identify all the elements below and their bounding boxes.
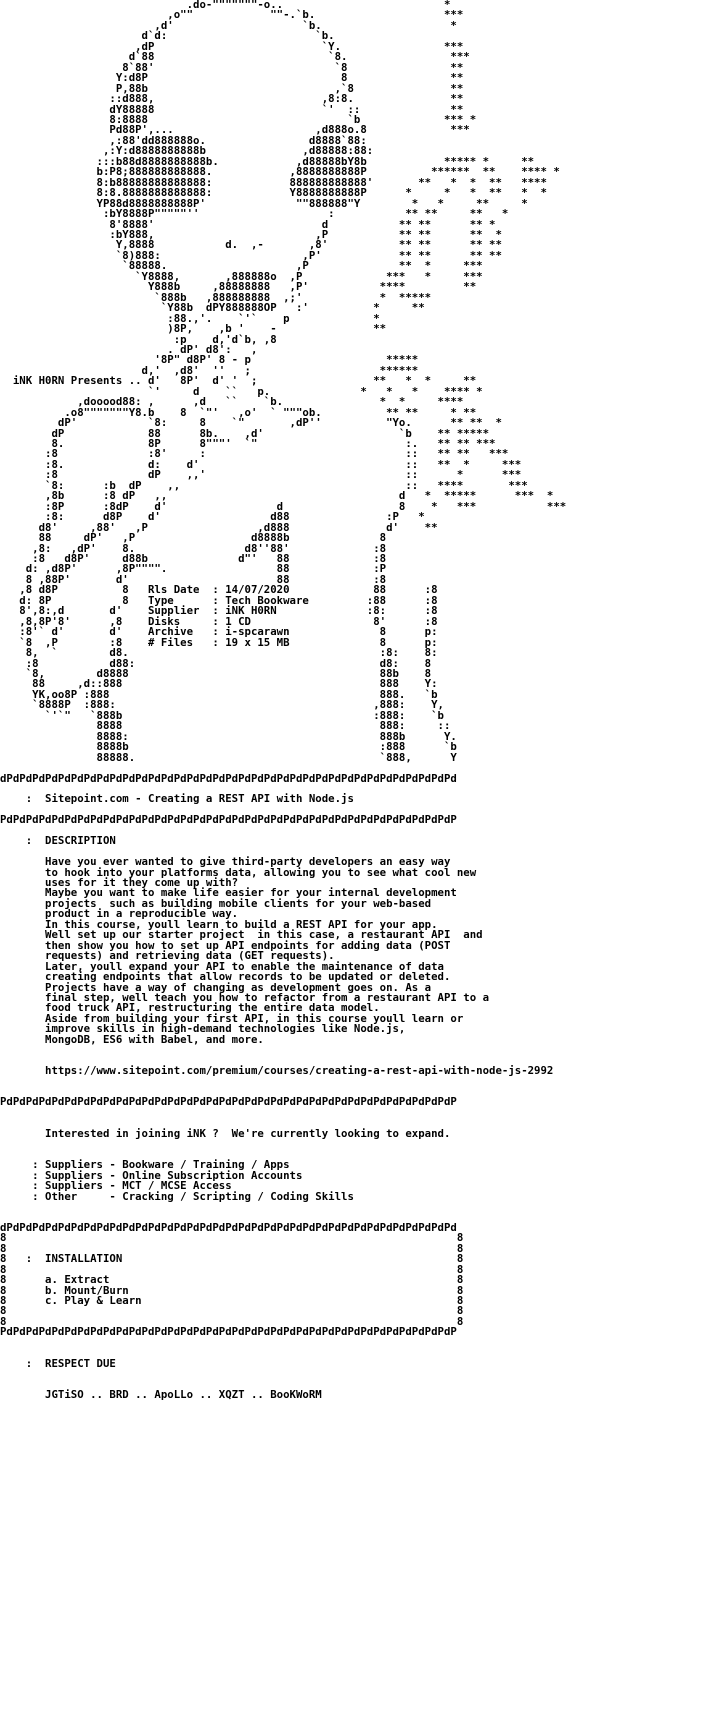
separator-d: dPdPdPdPdPdPdPdPdPdPdPdPdPdPdPdPdPdPdPdPdPdPdPdPdPdPdPdPdPdPdPdPdPdPdPd — [0, 771, 457, 785]
respect-header: : RESPECT DUE — [0, 1356, 116, 1370]
description-line: creating endpoints that allow records to be updated or deleted. — [0, 970, 451, 984]
recruit-intro: Interested in joining iNK ? We're currently looking to expand. — [0, 1126, 451, 1140]
description-line: improve skills in high-demand technologies like Node.js, — [0, 1022, 406, 1036]
description-line: food truck API, restructuring the entire data model. — [0, 1001, 380, 1015]
box-side: 8 8 — [0, 1314, 464, 1328]
separator-p: PdPdPdPdPdPdPdPdPdPdPdPdPdPdPdPdPdPdPdPdPdPdPdPdPdPdPdPdPdPdPdPdPdPdPdP — [0, 1095, 457, 1109]
box-side: 8 8 — [0, 1262, 464, 1276]
release-title: : Sitepoint.com - Creating a REST API with Node.js — [0, 792, 354, 806]
description-line: then show you how to set up API endpoints for adding data (POST — [0, 938, 451, 952]
description-line: Well set up our starter project in this case, a restaurant API and — [0, 928, 483, 942]
description-line: to hook into your platforms data, allowing you to see what cool new — [0, 865, 477, 879]
description-line: projects such as building mobile clients for your web-based — [0, 896, 432, 910]
description-line: Projects have a way of changing as development goes on. As a — [0, 980, 432, 994]
installation-step: 8 b. Mount/Burn 8 — [0, 1283, 464, 1297]
description-line: Aside from building your first API, in this course youll learn or — [0, 1011, 464, 1025]
course-url: https://www.sitepoint.com/premium/courses/creating-a-rest-api-with-node-js-2992 — [0, 1064, 554, 1078]
description-line: MongoDB, ES6 with Babel, and more. — [0, 1032, 264, 1046]
description-line: final step, well teach you how to refactor from a restaurant API to a — [0, 990, 490, 1004]
recruit-item: : Other - Cracking / Scripting / Coding Skills — [0, 1189, 354, 1203]
installation-step: 8 c. Play & Learn 8 — [0, 1294, 464, 1308]
box-side: 8 8 — [0, 1241, 464, 1255]
description-line: product in a reproducible way. — [0, 907, 239, 921]
separator-d: dPdPdPdPdPdPdPdPdPdPdPdPdPdPdPdPdPdPdPdPdPdPdPdPdPdPdPdPdPdPdPdPdPdPdPd — [0, 1220, 457, 1234]
separator-p: PdPdPdPdPdPdPdPdPdPdPdPdPdPdPdPdPdPdPdPdPdPdPdPdPdPdPdPdPdPdPdPdPdPdPdP — [0, 1325, 457, 1339]
ascii-art-banner: .do-"""""""-o.. * ,o"" ""-.`b. *** ,d' `b. * d`d: `b. ,dP `Y. *** d`88 `8. *** 8`88' `8 ** Y:d8P 8 ** P,88b ,`8 ** ::d888, ,8:8. ** dY88888 `' :: ** 8:8888 `b *** * Pd88P',... ,d888o.8 *** ,:88'dd888888o. d8888`88: ,:Y:d8888888888b ,d88888:88: :::b88d8888888888b. ,d88888bY8b ***** * ** b:P8;888888888888. ,8888888888P ****** ** **** * 8:b88888888888888: 888888888888' ** * * ** **** 8:8.8888888888888: Y8888888888P * * * ** * * YP88d8888888888P' ""888888"Y * * ** * :bY8888P"""""'' : ** ** ** * 8'8888' d ** ** ** * :bY888, ,P ** ** ** * Y,8888 d. ,- ,8' ** ** ** ** `8)888: ,P' ** ** ** ** `88888. ,P ** * *** `Y8888, ,888888o ,P *** * *** Y888b ,88888888 ,P' **** ** `888b ,888888888 ,;' * ***** `Y88b dPY888888OP :' * ** :88.,'. `'` p * )8P, ,b ' - ** :p d,'d`b, ,8 . dP' d8': , '8P" d8P' 8 - p ***** d,' ,d8' '' ; ****** iNK H0RN Presents .. d' 8P' d' ' ; ** * * ** `' d `` p. * * * **** * ,dooood88: , ,d `` `b. * * **** .o8"""""""Y8.b 8 `"' ,o' ` """ob. ** ** * ** dP' `8: 8 `" ,dP'' "Yo. ** ** * dP 88 8b. ,d' `b ** ***** 8. 8P 8"""' `" :. ** ** *** :8 :8' : :: ** ** *** :8. d: d' :: ** * *** :8 dP ,,' :: * *** `8: :b dP ,, :: **** *** ,8b :8 dP ,, d * ***** *** * :8P :8dP d' d 8 * *** *** :8: d8P d' d88 :P * d8' ,88' ,P ,d888 d' ** 88 dP' ,P d8888b 8 ,8: ,dP' 8. d8''88' :8 :8 d8P' d88b d"' 88 :8 d: ,d8P' ,8P"""". 88 :P 8 ,88P' d' 88 :8 ,8 d8P 8 Rls Date : 14/07/2020 88 :8 d: 8P 8 Type : Tech Bookware :88 :8 8',8:,d d' Supplier : iNK H0RN :8: :8 ,8,8P'8' ,8 Disks : 1 CD 8' :8 :8'` d' d' Archive : i-spcarawn 8 p: `8 ,P :8 # Files : 19 x 15 MB 8 p: 8, ` d8. :8: 8: :8 d88: d8: 8 `8, d8888 88b 8 88 ,d::888 888 Y: YK,oo8P :888 888. `b `8888P :888: ,888: Y, `'`" `888b :888: `b 8888 888: :: 8888: 888b Y. 8888b :888 `b 88888. `888, Y — [12, 0, 567, 764]
description-line: Have you ever wanted to give third-party developers an easy way — [0, 855, 451, 869]
description-line: Maybe you want to make life easier for your internal development — [0, 886, 457, 900]
recruit-item: : Suppliers - MCT / MCSE Access — [0, 1179, 232, 1193]
description-line: requests) and retrieving data (GET requests). — [0, 949, 335, 963]
box-side: 8 8 — [0, 1231, 464, 1245]
respect-names: JGTiSO .. BRD .. ApoLLo .. XQZT .. BooKWoRM — [0, 1388, 322, 1402]
description-line: Later, youll expand your API to enable the maintenance of data — [0, 959, 444, 973]
description-line: uses for it they come up with? — [0, 875, 239, 889]
box-side: 8 8 — [0, 1304, 464, 1318]
recruit-item: : Suppliers - Bookware / Training / Apps — [0, 1158, 290, 1172]
recruit-item: : Suppliers - Online Subscription Accounts — [0, 1168, 303, 1182]
description-header: : DESCRIPTION — [0, 834, 116, 848]
installation-header: 8 : INSTALLATION 8 — [0, 1252, 464, 1266]
installation-step: 8 a. Extract 8 — [0, 1273, 464, 1287]
separator-p: PdPdPdPdPdPdPdPdPdPdPdPdPdPdPdPdPdPdPdPdPdPdPdPdPdPdPdPdPdPdPdPdPdPdPdP — [0, 813, 457, 827]
description-line: In this course, youll learn to build a REST API for your app. — [0, 917, 438, 931]
